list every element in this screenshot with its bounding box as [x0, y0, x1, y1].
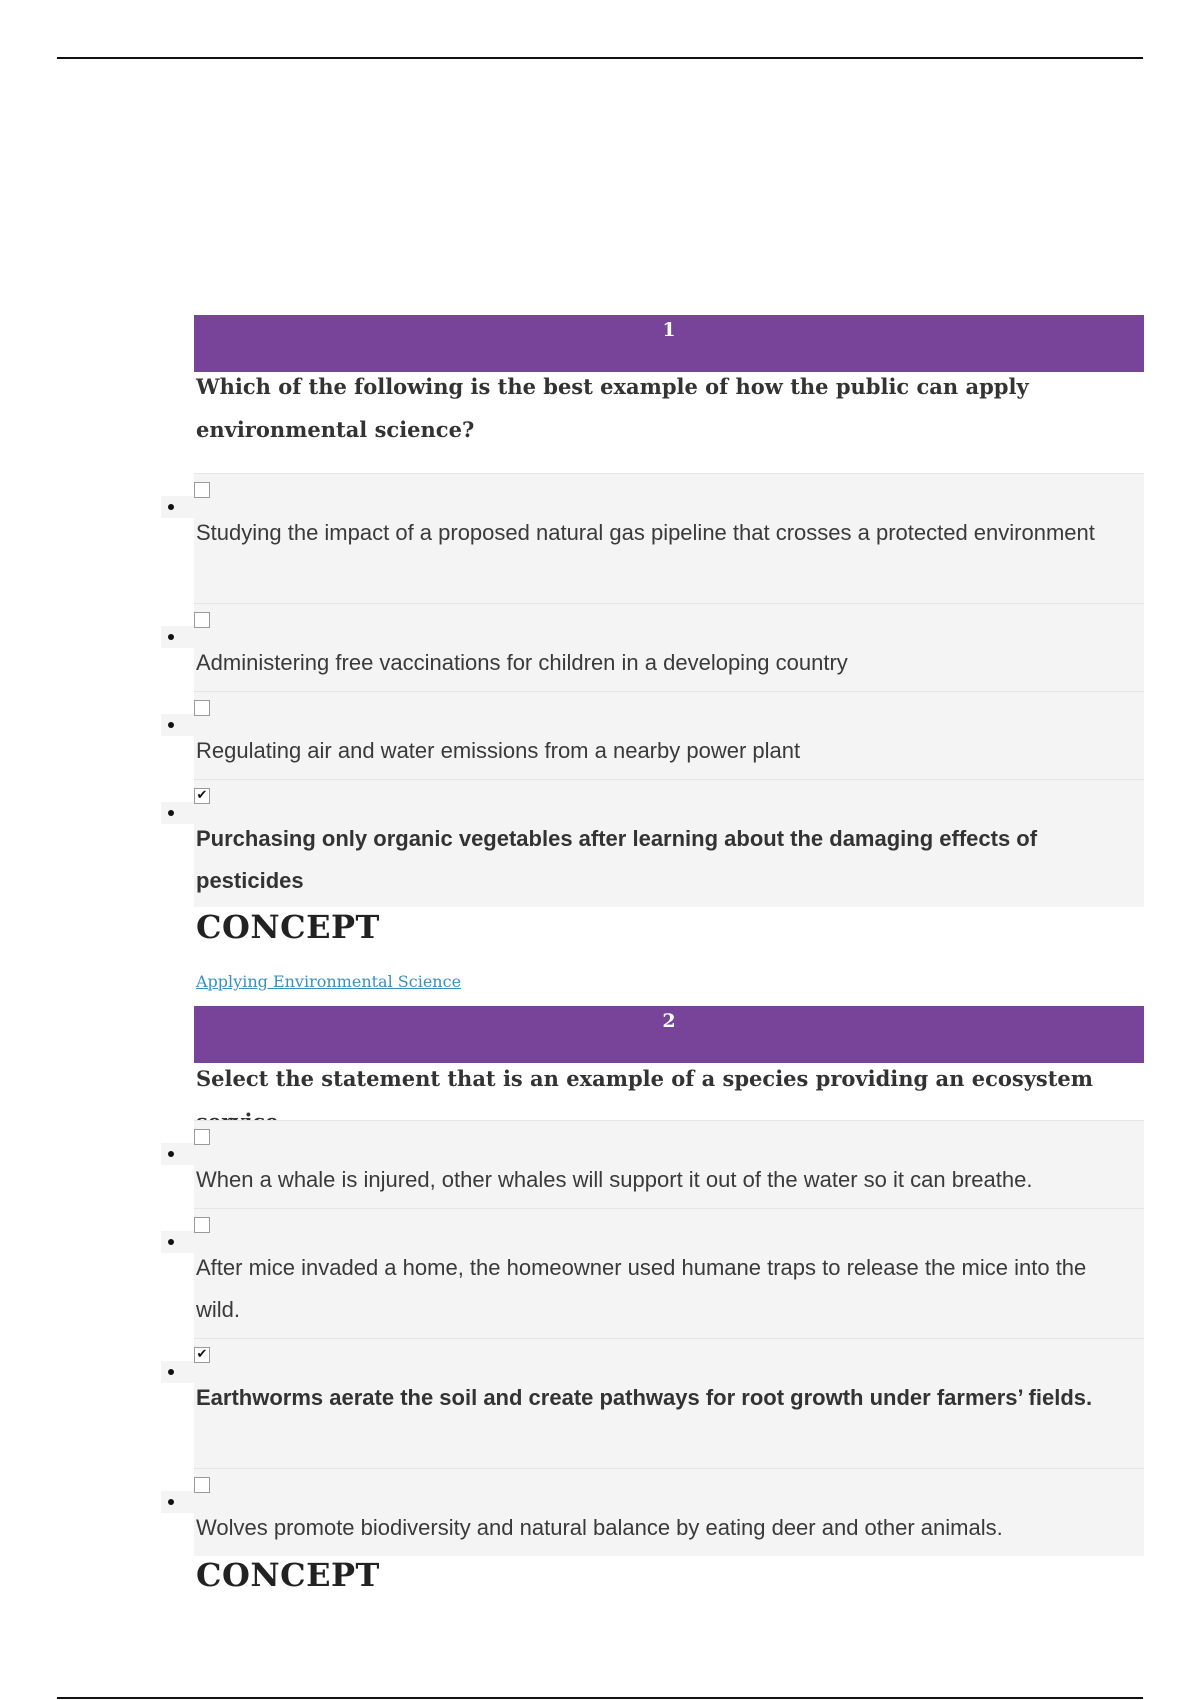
answer-option[interactable] — [194, 1120, 1144, 1208]
concept-heading: CONCEPT — [196, 1556, 380, 1594]
answer-checkbox[interactable] — [194, 612, 210, 628]
question-number: 2 — [662, 1010, 676, 1032]
answer-checkbox[interactable] — [194, 1477, 210, 1493]
answer-text: Regulating air and water emissions from a nearby power plant — [196, 738, 801, 763]
bullet-icon — [161, 802, 197, 824]
question-prompt: Select the statement that is an example of a species providing an ecosystem — [196, 1066, 1094, 1091]
concept-heading: CONCEPT — [196, 908, 380, 946]
answer-checkbox-checked[interactable]: ✔ — [194, 1347, 210, 1363]
bullet-icon — [161, 1491, 197, 1513]
bottom-rule — [57, 1697, 1143, 1699]
answer-checkbox-checked[interactable]: ✔ — [194, 788, 210, 804]
answer-checkbox[interactable] — [194, 700, 210, 716]
answer-checkbox[interactable] — [194, 482, 210, 498]
answer-option[interactable] — [194, 691, 1144, 779]
bullet-icon — [161, 1143, 197, 1165]
answer-text: Administering free vaccinations for children in a developing country — [196, 650, 848, 675]
answer-text-selected: Purchasing only organic vegetables after learning about the damaging effects of pesticides — [196, 826, 1038, 893]
answer-option[interactable] — [194, 603, 1144, 691]
question-number-bar — [194, 1006, 1144, 1063]
top-rule — [57, 57, 1143, 59]
answer-text: After mice invaded a home, the homeowner used humane traps to release the mice into the wild. — [196, 1255, 1087, 1322]
bullet-icon — [161, 714, 197, 736]
question-number-bar — [194, 315, 1144, 372]
bullet-icon — [161, 1361, 197, 1383]
bullet-icon — [161, 626, 197, 648]
answer-checkbox[interactable] — [194, 1129, 210, 1145]
concept-link[interactable]: Applying Environmental Science — [196, 972, 462, 991]
answer-option[interactable] — [194, 1468, 1144, 1556]
answer-checkbox[interactable] — [194, 1217, 210, 1233]
answer-text: Wolves promote biodiversity and natural balance by eating deer and other animals. — [196, 1515, 1003, 1540]
answer-option-selected[interactable] — [194, 779, 1144, 907]
bullet-icon — [161, 1231, 197, 1253]
question-prompt: Which of the following is the best example of how the public can apply environmental science? — [196, 374, 1029, 442]
answer-option-selected[interactable] — [194, 1338, 1144, 1468]
bullet-icon — [161, 496, 197, 518]
question-number: 1 — [662, 319, 676, 341]
answer-option[interactable] — [194, 473, 1144, 603]
answer-text: Studying the impact of a proposed natural gas pipeline that crosses a protected environment — [196, 520, 1095, 545]
answer-text: When a whale is injured, other whales will support it out of the water so it can breathe. — [196, 1167, 1033, 1192]
answer-option[interactable] — [194, 1208, 1144, 1338]
answer-text-selected: Earthworms aerate the soil and create pathways for root growth under farmers’ fields. — [196, 1385, 1093, 1410]
